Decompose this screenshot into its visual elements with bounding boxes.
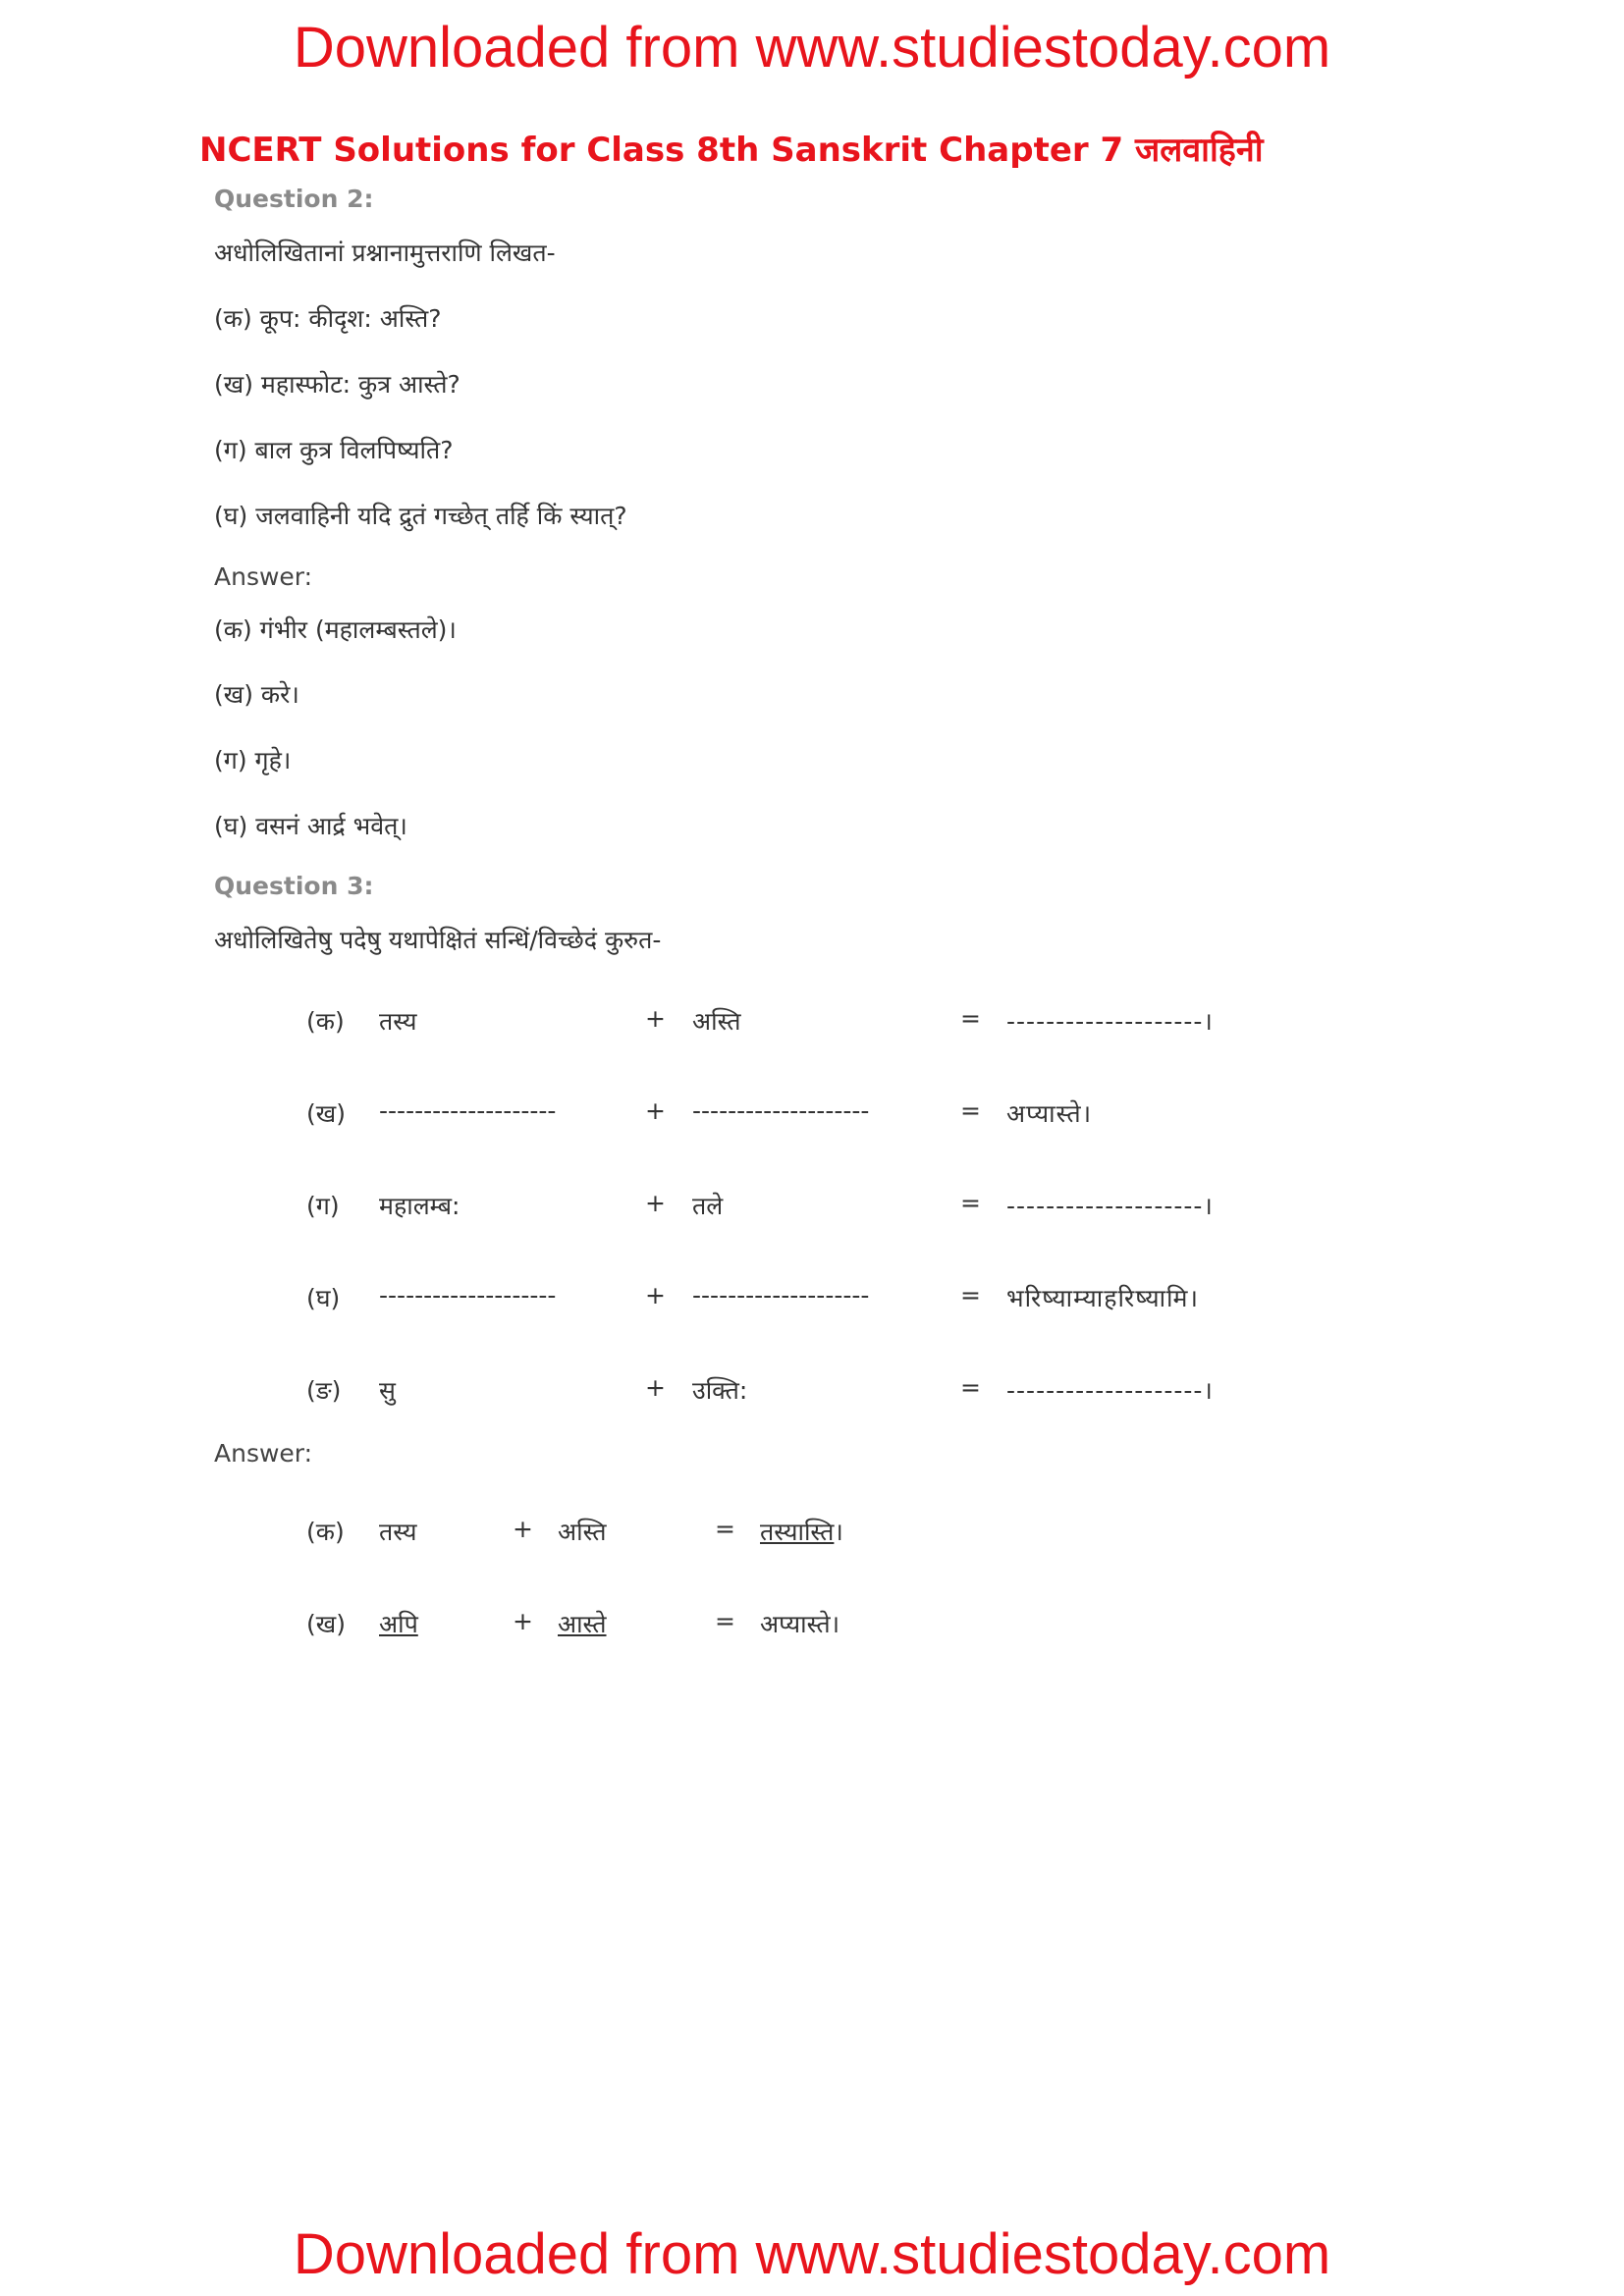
question-2-item: (घ) जलवाहिनी यदि द्रुतं गच्छेत् तर्हि किं स्यात्? — [214, 502, 627, 530]
plus-sign: + — [513, 1515, 533, 1543]
row-label: (ङ) — [306, 1376, 342, 1405]
term-b: अस्ति — [692, 1007, 741, 1036]
equals-sign: = — [960, 1004, 981, 1033]
term-b: -------------------- — [692, 1096, 870, 1125]
term-b: -------------------- — [692, 1281, 870, 1309]
term-a: -------------------- — [379, 1096, 557, 1125]
equals-sign: = — [960, 1189, 981, 1217]
equals-sign: = — [960, 1373, 981, 1402]
question-2-item: (ग) बाल कुत्र विलपिष्यति? — [214, 436, 454, 464]
question-2-item: (ख) महास्फोट: कुत्र आस्ते? — [214, 370, 460, 399]
answer-row — [0, 1607, 1624, 1646]
sandhi-row — [0, 1004, 1624, 1043]
term-a: महालम्ब: — [379, 1192, 460, 1220]
page-title: NCERT Solutions for Class 8th Sanskrit Chapter 7 जलवाहिनी — [199, 131, 1264, 170]
term-a: -------------------- — [379, 1281, 557, 1309]
equals-sign: = — [960, 1096, 981, 1125]
question-2-answer: (घ) वसनं आर्द्र भवेत्। — [214, 812, 407, 840]
sandhi-row — [0, 1281, 1624, 1320]
question-3-answer-heading: Answer: — [214, 1439, 313, 1468]
row-label: (ख) — [306, 1099, 346, 1128]
term-b: उक्ति: — [692, 1376, 748, 1405]
header-watermark: Downloaded from www.studiestoday.com — [293, 16, 1331, 80]
result: --------------------। — [1006, 1007, 1214, 1036]
answer-row — [0, 1515, 1624, 1554]
equals-sign: = — [960, 1281, 981, 1309]
term-a: तस्य — [379, 1007, 417, 1036]
plus-sign: + — [645, 1281, 666, 1309]
row-label: (ग) — [306, 1192, 340, 1220]
plus-sign: + — [513, 1607, 533, 1635]
term-a: तस्य — [379, 1518, 417, 1546]
question-2-answer: (क) गंभीर (महालम्बस्तले)। — [214, 615, 457, 644]
question-3-instruction: अधोलिखितेषु पदेषु यथापेक्षितं सन्धिं/विच्छेदं कुरुत- — [214, 926, 662, 954]
row-label: (घ) — [306, 1284, 341, 1312]
term-a: सु — [379, 1376, 396, 1405]
equals-sign: = — [715, 1515, 735, 1543]
result: भरिष्याम्याहरिष्यामि। — [1006, 1284, 1199, 1312]
term-b: अस्ति — [558, 1518, 607, 1546]
question-2-item: (क) कूप: कीदृश: अस्ति? — [214, 304, 442, 333]
result — [760, 1515, 843, 1548]
question-2-heading: Question 2: — [214, 185, 374, 213]
question-2-answer: (ख) करे। — [214, 680, 299, 709]
sandhi-row — [0, 1096, 1624, 1136]
plus-sign: + — [645, 1004, 666, 1033]
term-a: अपि — [379, 1610, 418, 1638]
sandhi-row — [0, 1189, 1624, 1228]
plus-sign: + — [645, 1096, 666, 1125]
equals-sign: = — [715, 1607, 735, 1635]
result: अप्यास्ते। — [1006, 1099, 1093, 1128]
sandhi-row — [0, 1373, 1624, 1413]
term-b: आस्ते — [558, 1610, 607, 1638]
result: --------------------। — [1006, 1376, 1214, 1405]
row-label: (क) — [306, 1007, 345, 1036]
question-2-instruction: अधोलिखितानां प्रश्नानामुत्तराणि लिखत- — [214, 239, 556, 267]
plus-sign: + — [645, 1189, 666, 1217]
plus-sign: + — [645, 1373, 666, 1402]
result-word: तस्यास्ति — [760, 1518, 835, 1546]
footer-watermark: Downloaded from www.studiestoday.com — [293, 2222, 1331, 2286]
row-label: (क) — [306, 1518, 345, 1546]
term-b: तले — [692, 1192, 724, 1220]
question-2-answer-heading: Answer: — [214, 562, 313, 591]
result: अप्यास्ते। — [760, 1610, 840, 1638]
question-2-answer: (ग) गृहे। — [214, 746, 292, 774]
row-label: (ख) — [306, 1610, 346, 1638]
question-3-heading: Question 3: — [214, 872, 374, 900]
result-danda: । — [834, 1518, 843, 1546]
result: --------------------। — [1006, 1192, 1214, 1220]
